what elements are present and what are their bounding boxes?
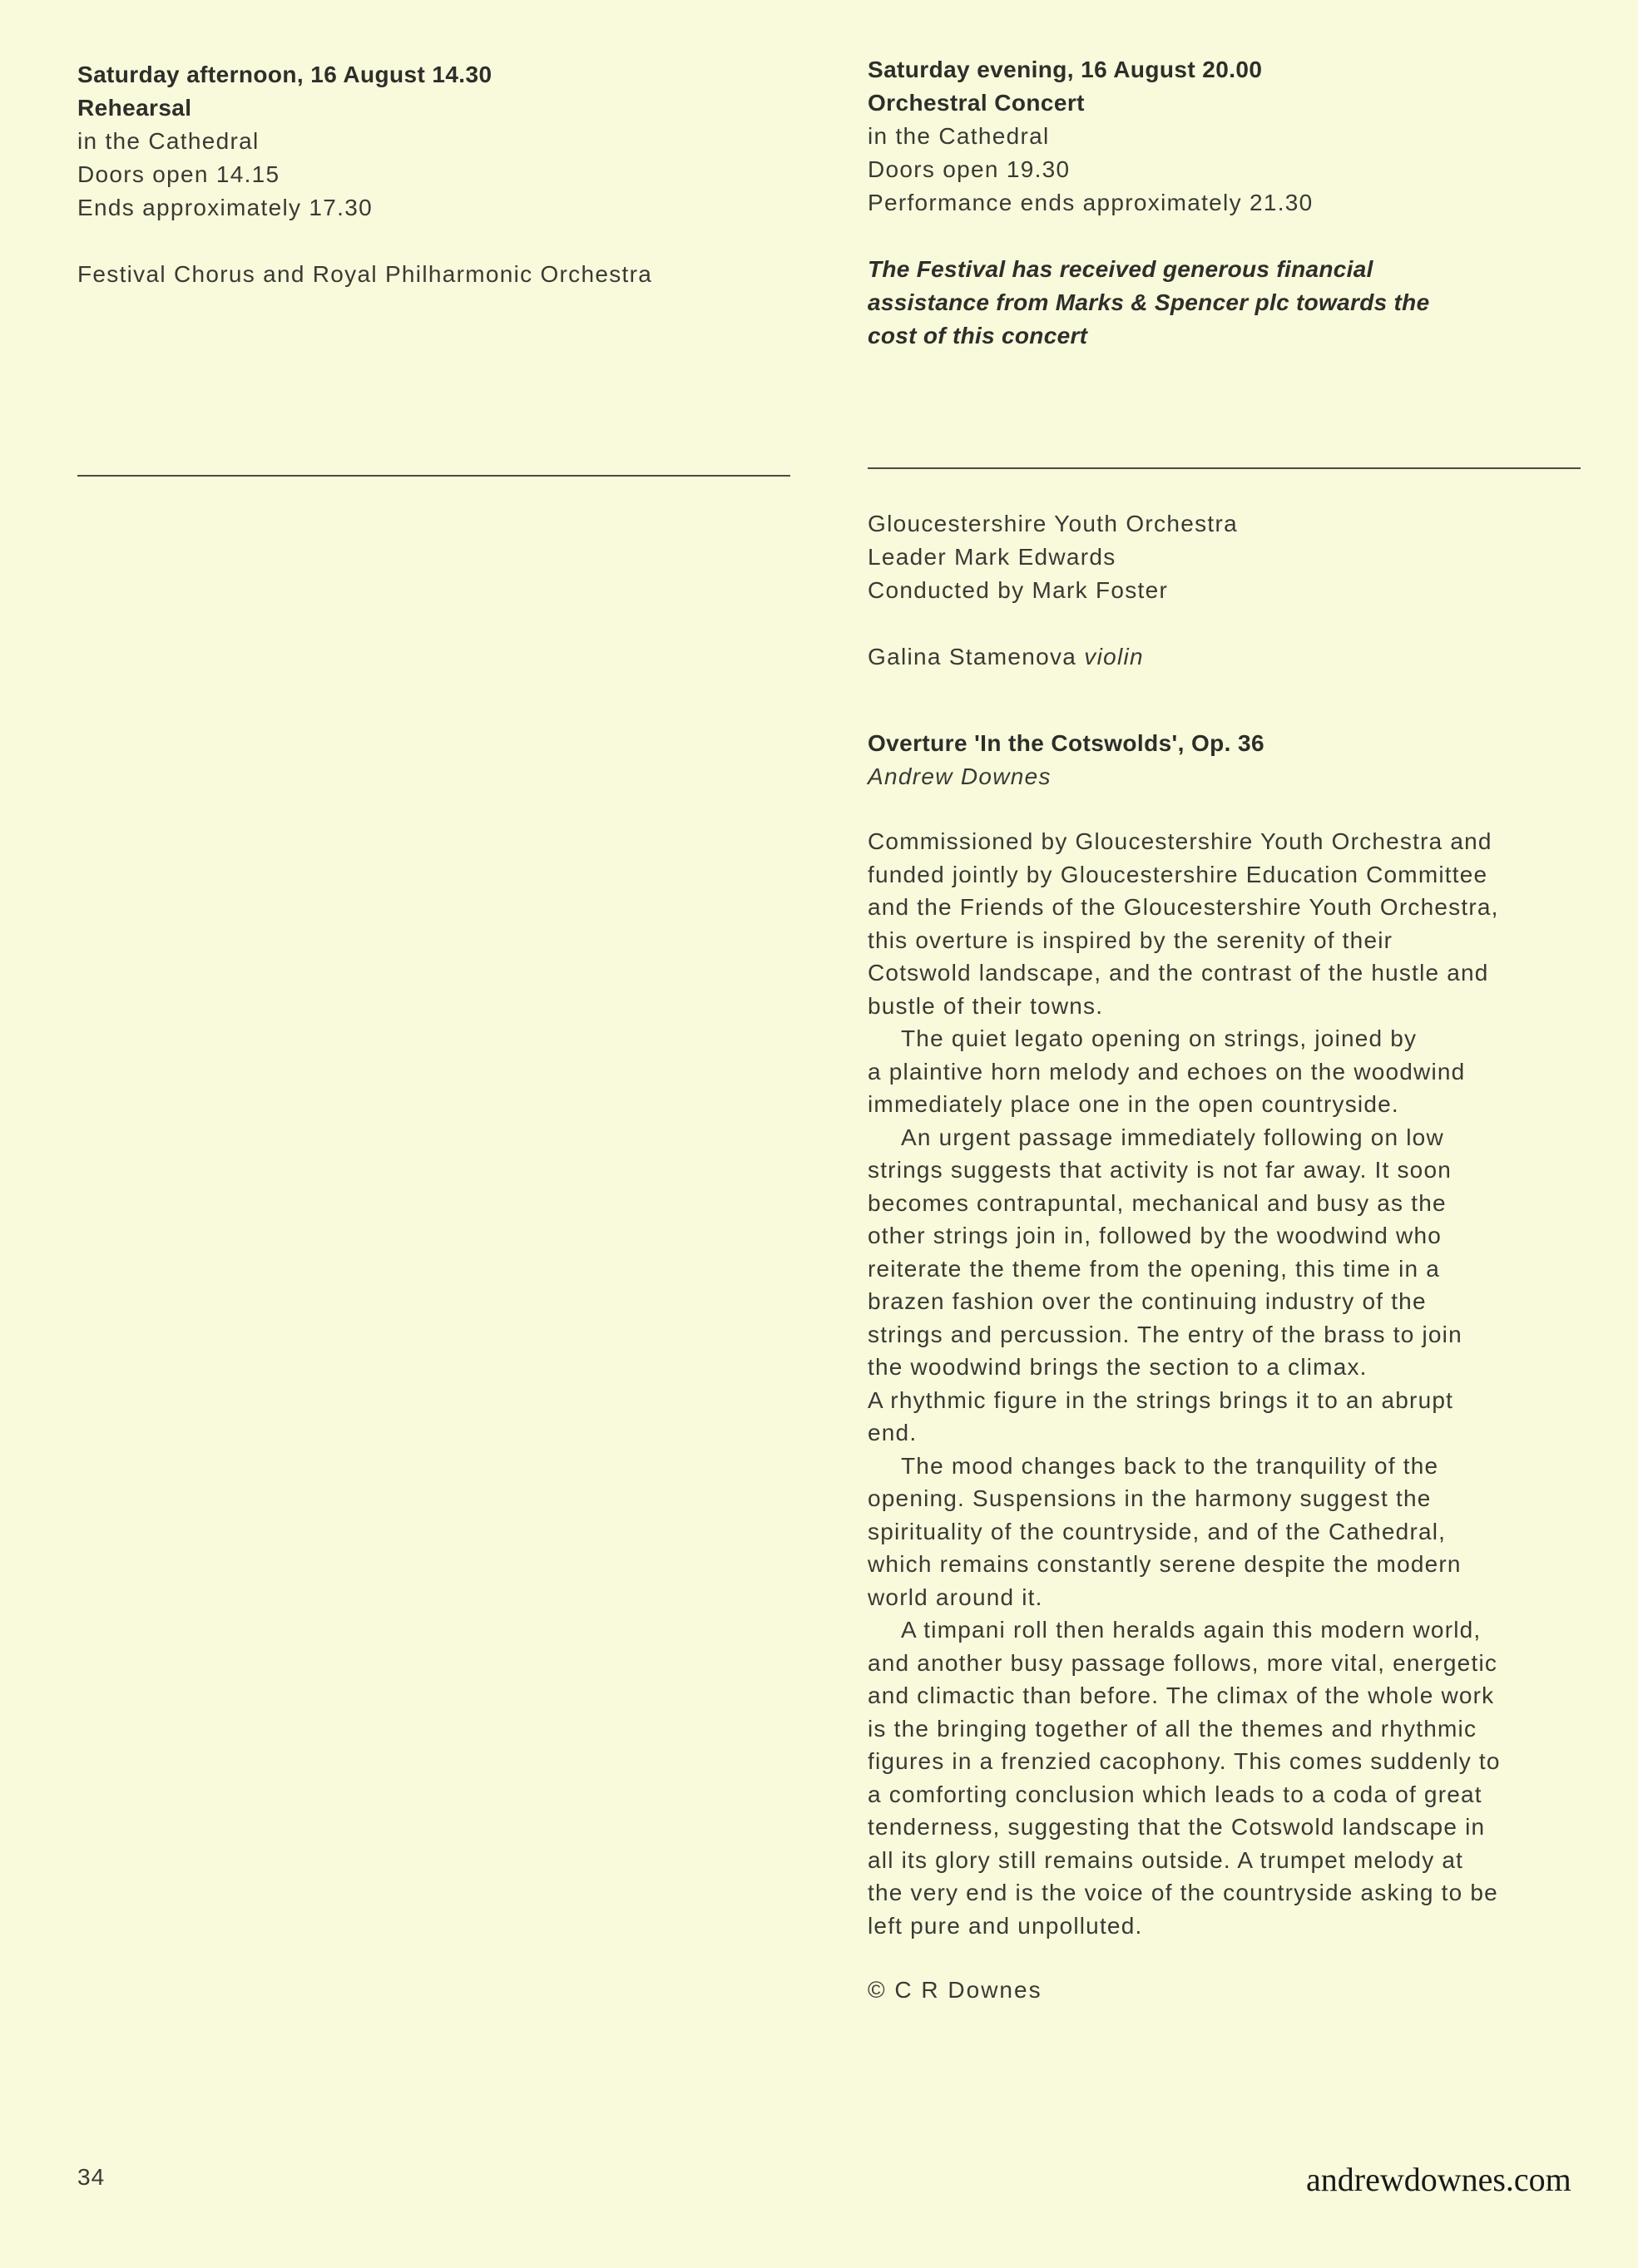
work-title: Overture 'In the Cotswolds', Op. 36 <box>868 730 1264 756</box>
programme-note-line: other strings join in, followed by the woodwind who <box>868 1223 1442 1248</box>
programme-note-line: Cotswold landscape, and the contrast of the hustle and <box>868 960 1489 986</box>
programme-note-line: a comforting conclusion which leads to a coda of great <box>868 1781 1482 1807</box>
soloist-instrument: violin <box>1084 644 1144 670</box>
programme-note-line: reiterate the theme from the opening, this time in a <box>868 1255 1441 1282</box>
programme-note <box>868 825 1583 1942</box>
ensemble-leader: Leader Mark Edwards <box>868 544 1116 570</box>
right-event-heading: Saturday evening, 16 August 20.00 <box>868 57 1263 82</box>
programme-note-line: spirituality of the countryside, and of the Cathedral, <box>868 1518 1447 1544</box>
programme-note-line: A timpani roll then heralds again this modern world, <box>901 1617 1482 1643</box>
programme-note-line: strings and percussion. The entry of the brass to join <box>868 1321 1462 1347</box>
sponsor-note <box>868 253 1583 353</box>
programme-note-line: A rhythmic figure in the strings brings it to an abrupt <box>868 1386 1454 1413</box>
ensemble-name: Gloucestershire Youth Orchestra <box>868 511 1238 536</box>
right-venue: in the Cathedral <box>868 123 1050 149</box>
sponsor-line: cost of this concert <box>868 323 1088 348</box>
programme-note-line: left pure and unpolluted. <box>868 1912 1143 1939</box>
programme-note-line: immediately place one in the open countryside. <box>868 1091 1399 1117</box>
left-venue: in the Cathedral <box>77 128 260 154</box>
right-event-title: Orchestral Concert <box>868 90 1085 116</box>
left-event-heading: Saturday afternoon, 16 August 14.30 <box>77 62 492 87</box>
left-performers: Festival Chorus and Royal Philharmonic Orchestra <box>77 261 653 287</box>
watermark: andrewdownes.com <box>1306 2161 1571 2198</box>
programme-note-line: The quiet legato opening on strings, joined by <box>901 1025 1418 1051</box>
page-number: 34 <box>77 2164 106 2190</box>
copyright-credit: © C R Downes <box>868 1977 1042 2003</box>
programme-note-line: and climactic than before. The climax of the whole work <box>868 1682 1495 1708</box>
programme-note-line: and the Friends of the Gloucestershire Youth Orchestra, <box>868 894 1499 920</box>
programme-note-line: An urgent passage immediately following on low <box>901 1124 1444 1150</box>
programme-note-line: tenderness, suggesting that the Cotswold landscape in <box>868 1814 1486 1840</box>
programme-note-line: strings suggests that activity is not far away. It soon <box>868 1157 1452 1183</box>
programme-note-line: The mood changes back to the tranquility of the <box>901 1452 1439 1479</box>
left-column <box>77 58 793 291</box>
sponsor-line: The Festival has received generous financial <box>868 256 1373 282</box>
programme-note-line: the very end is the voice of the countryside asking to be <box>868 1880 1498 1905</box>
programme-note-line: all its glory still remains outside. A trumpet melody at <box>868 1846 1464 1873</box>
left-divider <box>77 475 790 477</box>
right-column <box>868 53 1583 2007</box>
programme-note-line: becomes contrapuntal, mechanical and busy as the <box>868 1189 1447 1216</box>
programme-note-line: end. <box>868 1420 918 1445</box>
programme-note-line: figures in a frenzied cacophony. This comes suddenly to <box>868 1748 1501 1774</box>
left-doors-open: Doors open 14.15 <box>77 161 280 187</box>
programme-note-line: opening. Suspensions in the harmony suggest the <box>868 1485 1432 1511</box>
programme-note-line: and another busy passage follows, more vital, energetic <box>868 1649 1498 1676</box>
soloist-name: Galina Stamenova <box>868 644 1077 670</box>
programme-note-line: world around it. <box>868 1584 1043 1610</box>
sponsor-line: assistance from Marks & Spencer plc towards the <box>868 289 1430 315</box>
programme-note-line: brazen fashion over the continuing industry of the <box>868 1288 1427 1314</box>
programme-note-line: which remains constantly serene despite the modern <box>868 1551 1462 1577</box>
left-event-title: Rehearsal <box>77 95 192 121</box>
programme-note-line: Commissioned by Gloucestershire Youth Orchestra and <box>868 828 1492 854</box>
programme-note-line: is the bringing together of all the themes and rhythmic <box>868 1715 1477 1742</box>
work-composer: Andrew Downes <box>868 763 1052 789</box>
right-end-time: Performance ends approximately 21.30 <box>868 190 1314 215</box>
left-end-time: Ends approximately 17.30 <box>77 195 373 220</box>
programme-note-line: funded jointly by Gloucestershire Education Committee <box>868 861 1488 887</box>
programme-note-line: a plaintive horn melody and echoes on the woodwind <box>868 1058 1466 1085</box>
ensemble-conductor: Conducted by Mark Foster <box>868 577 1169 603</box>
right-doors-open: Doors open 19.30 <box>868 156 1071 182</box>
programme-note-line: this overture is inspired by the serenity of their <box>868 926 1393 953</box>
right-divider <box>868 467 1581 469</box>
programme-note-line: bustle of their towns. <box>868 992 1104 1019</box>
soloist <box>868 640 1583 674</box>
programme-note-line: the woodwind brings the section to a climax. <box>868 1354 1368 1380</box>
